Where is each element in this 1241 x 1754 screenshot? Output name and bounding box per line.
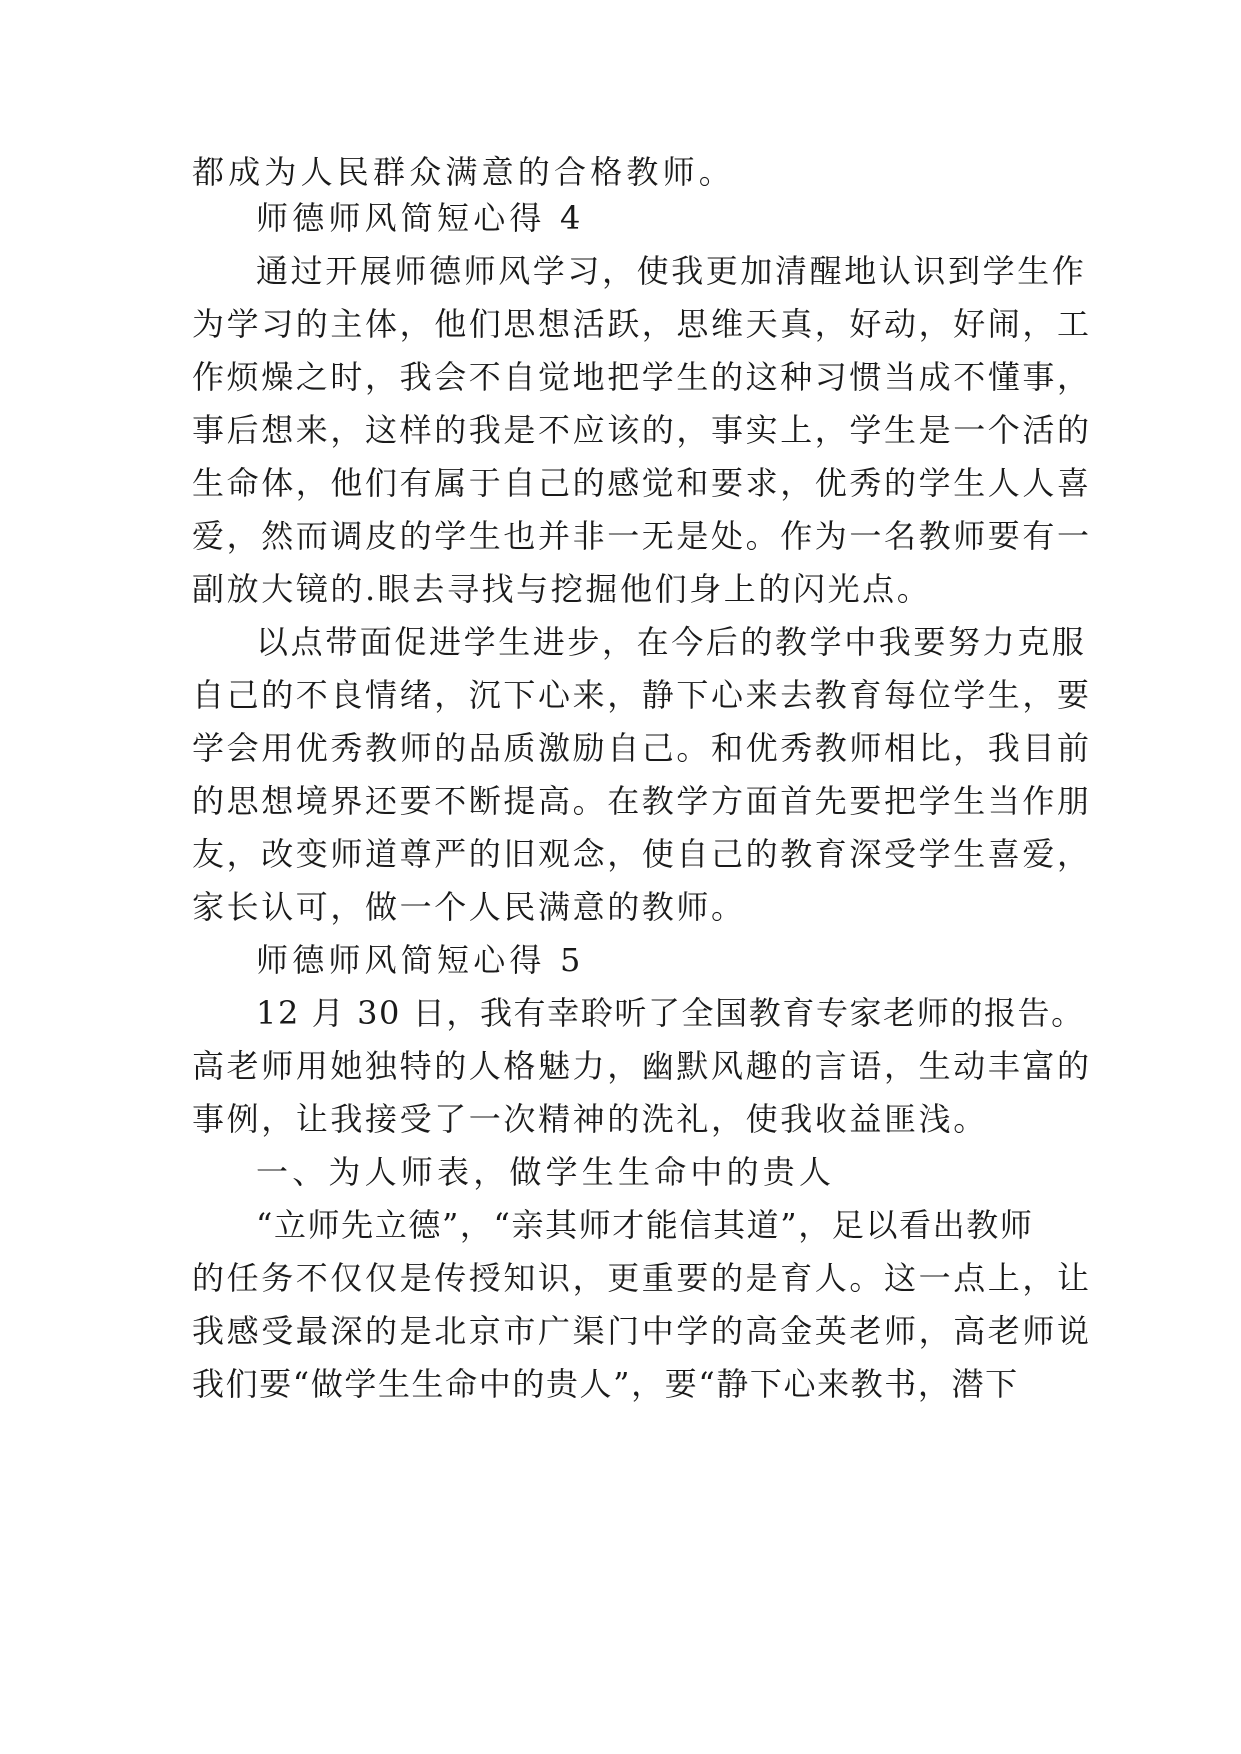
paragraph-line: 自己的不良情绪，沉下心来，静下心来去教育每位学生，要: [192, 676, 1092, 714]
paragraph-line: 学会用优秀教师的品质激励自己。和优秀教师相比，我目前: [192, 729, 1092, 767]
paragraph-line: 为学习的主体，他们思想活跃，思维天真，好动，好闹，工: [192, 305, 1092, 343]
paragraph-line: 都成为人民群众满意的合格教师。: [192, 153, 736, 191]
paragraph-line: 事例，让我接受了一次精神的洗礼，使我收益匪浅。: [192, 1100, 988, 1138]
paragraph-line: 家长认可，做一个人民满意的教师。: [192, 888, 746, 926]
section-heading-5: 师德师风简短心得 5: [256, 941, 585, 979]
paragraph-line: 作烦燥之时，我会不自觉地把学生的这种习惯当成不懂事，: [192, 358, 1092, 396]
paragraph-line: 12 月 30 日，我有幸聆听了全国教育专家老师的报告。: [256, 994, 1085, 1032]
paragraph-line: 友，改变师道尊严的旧观念，使自己的教育深受学生喜爱，: [192, 835, 1092, 873]
paragraph-line: 的任务不仅仅是传授知识，更重要的是育人。这一点上，让: [192, 1259, 1092, 1297]
paragraph-line: 高老师用她独特的人格魅力，幽默风趣的言语，生动丰富的: [192, 1047, 1092, 1085]
paragraph-line: 爱，然而调皮的学生也并非一无是处。作为一名教师要有一: [192, 517, 1092, 555]
paragraph-line: 的思想境界还要不断提高。在教学方面首先要把学生当作朋: [192, 782, 1092, 820]
paragraph-line: 我们要“做学生生命中的贵人”，要“静下心来教书，潜下: [192, 1365, 1019, 1403]
paragraph-line: 我感受最深的是北京市广渠门中学的高金英老师，高老师说: [192, 1312, 1092, 1350]
paragraph-line: 生命体，他们有属于自己的感觉和要求，优秀的学生人人喜: [192, 464, 1092, 502]
paragraph-line: 以点带面促进学生进步，在今后的教学中我要努力克服: [256, 623, 1087, 661]
section-heading-4: 师德师风简短心得 4: [256, 199, 585, 237]
paragraph-line: “立师先立德”，“亲其师才能信其道”，足以看出教师: [256, 1206, 1034, 1244]
paragraph-line: 副放大镜的.眼去寻找与挖掘他们身上的闪光点。: [192, 570, 932, 608]
paragraph-line: 通过开展师德师风学习，使我更加清醒地认识到学生作: [256, 252, 1087, 290]
subheading: 一、为人师表，做学生生命中的贵人: [256, 1153, 836, 1191]
paragraph-line: 事后想来，这样的我是不应该的，事实上，学生是一个活的: [192, 411, 1092, 449]
